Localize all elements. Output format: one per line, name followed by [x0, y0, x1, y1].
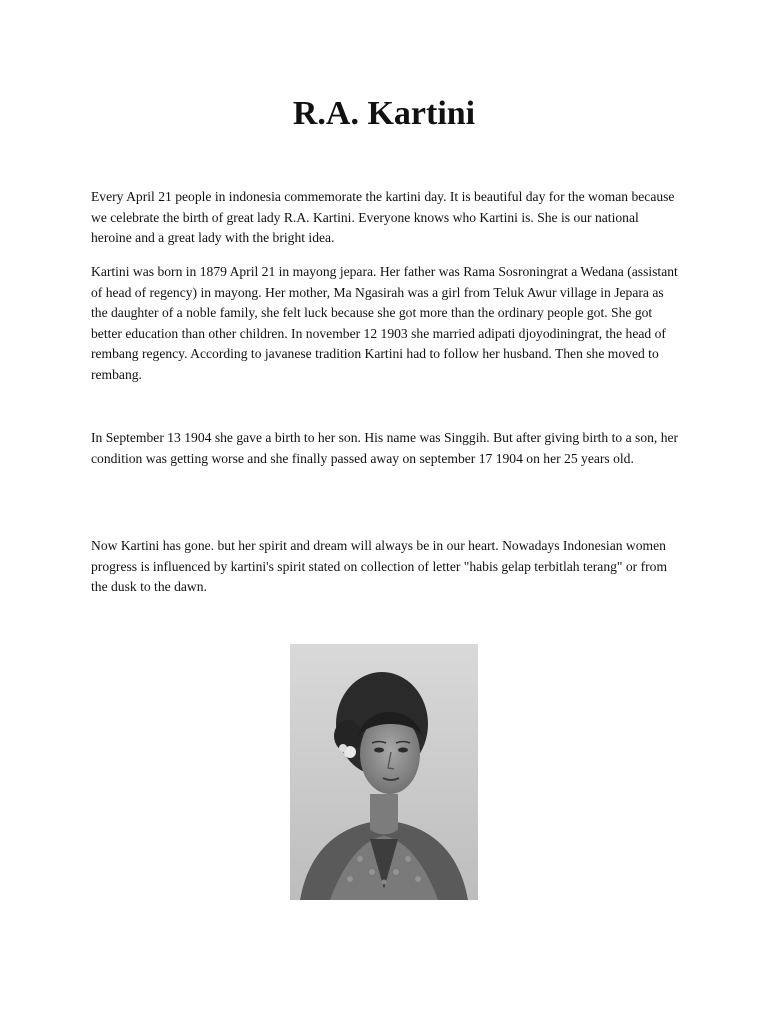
- page-title: R.A. Kartini: [292, 95, 476, 132]
- portrait-image: [290, 644, 478, 900]
- paragraph-biography: Kartini was born in 1879 April 21 in mayong jepara. Her father was Rama Sosroningrat a Wedana (assistant of head of regency) in mayong. Her mother, Ma Ngasirah was a girl from Teluk Awur village in Jepara as the daughter of a noble family, she felt luck because she got more than the ordinary people got. She got better education than other children. In november 12 1903 she married adipati djoyodiningrat, the head of rembang regency. According to javanese tradition Kartini had to follow her husband. Then she moved to rembang.: [91, 264, 678, 382]
- paragraph-death: In September 13 1904 she gave a birth to her son. His name was Singgih. But after giving birth to a son, her condition was getting worse and she finally passed away on september 17 1904 on her 25 years old.: [91, 430, 679, 466]
- paragraph-legacy: Now Kartini has gone. but her spirit and dream will always be in our heart. Nowadays Indonesian women progress is influenced by kartini's spirit stated on collection of letter "habis gelap terbitlah terang" or from the dusk to the dawn.: [91, 538, 668, 595]
- portrait-photo: [290, 644, 478, 900]
- paragraph-intro: Every April 21 people in indonesia commemorate the kartini day. It is beautiful day for the woman because we celebrate the birth of great lady R.A. Kartini. Everyone knows who Kartini is. She is our national heroine and a great lady with the bright idea.: [91, 189, 675, 246]
